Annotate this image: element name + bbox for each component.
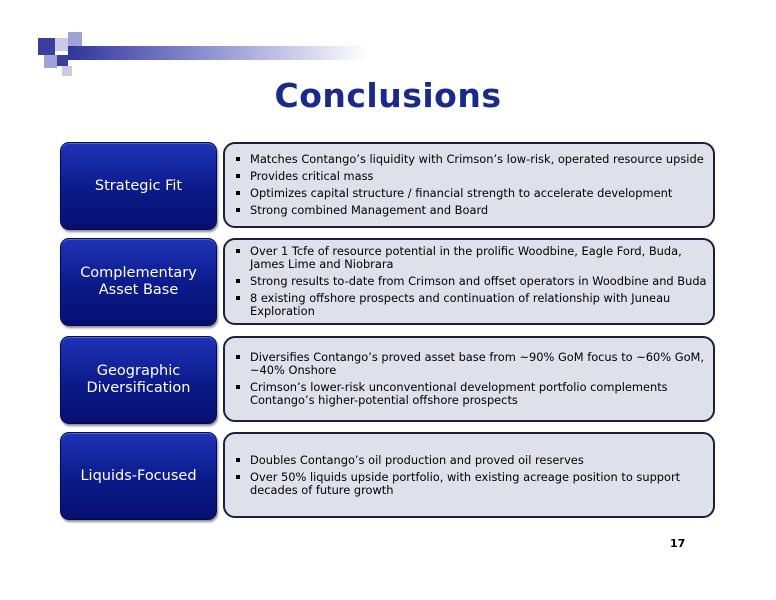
row-label-text: Liquids-Focused (80, 467, 197, 484)
logo-square-icon (55, 38, 68, 51)
bullet-item: Over 1 Tcfe of resource potential in the prolific Woodbine, Eagle Ford, Buda, James Lime and Niobrara (233, 245, 707, 271)
bullet-list (233, 151, 707, 221)
bullet-item: Strong results to-date from Crimson and offset operators in Woodbine and Buda (233, 275, 707, 288)
row-content-strategic-fit (223, 142, 715, 228)
logo-square-icon (57, 55, 68, 66)
logo-gradient-bar (68, 46, 368, 60)
bullet-list (233, 452, 707, 501)
row-label-geographic-diversification (60, 336, 217, 424)
page-title: Conclusions (274, 76, 502, 115)
row-label-strategic-fit (60, 142, 217, 230)
logo-square-icon (68, 32, 82, 46)
logo-square-icon (38, 38, 55, 55)
bullet-item: Doubles Contango’s oil production and proved oil reserves (233, 454, 707, 467)
row-content-complementary-asset-base (223, 238, 715, 325)
row-label-complementary-asset-base (60, 238, 217, 326)
bullet-list (233, 243, 707, 322)
page-number: 17 (670, 537, 686, 550)
bullet-item: Strong combined Management and Board (233, 204, 707, 217)
bullet-item: Provides critical mass (233, 170, 707, 183)
row-label-text: Geographic Diversification (86, 363, 191, 396)
row-label-liquids-focused (60, 432, 217, 520)
bullet-item: Over 50% liquids upside portfolio, with existing acreage position to support decades of future growth (233, 471, 707, 497)
row-label-text: Complementary Asset Base (80, 265, 197, 298)
bullet-item: Crimson’s lower-risk unconventional development portfolio complements Contango’s higher-potential offshore prospects (233, 381, 707, 407)
bullet-list (233, 349, 707, 411)
logo-square-icon (44, 55, 57, 68)
bullet-item: Matches Contango’s liquidity with Crimson’s low-risk, operated resource upside (233, 153, 707, 166)
logo-square-icon (62, 66, 72, 76)
bullet-item: Diversifies Contango’s proved asset base from ~90% GoM focus to ~60% GoM, ~40% Onshore (233, 351, 707, 377)
row-content-geographic-diversification (223, 336, 715, 422)
row-content-liquids-focused (223, 432, 715, 518)
bullet-item: 8 existing offshore prospects and continuation of relationship with Juneau Exploration (233, 292, 707, 318)
row-label-text: Strategic Fit (94, 177, 183, 194)
bullet-item: Optimizes capital structure / financial strength to accelerate development (233, 187, 707, 200)
